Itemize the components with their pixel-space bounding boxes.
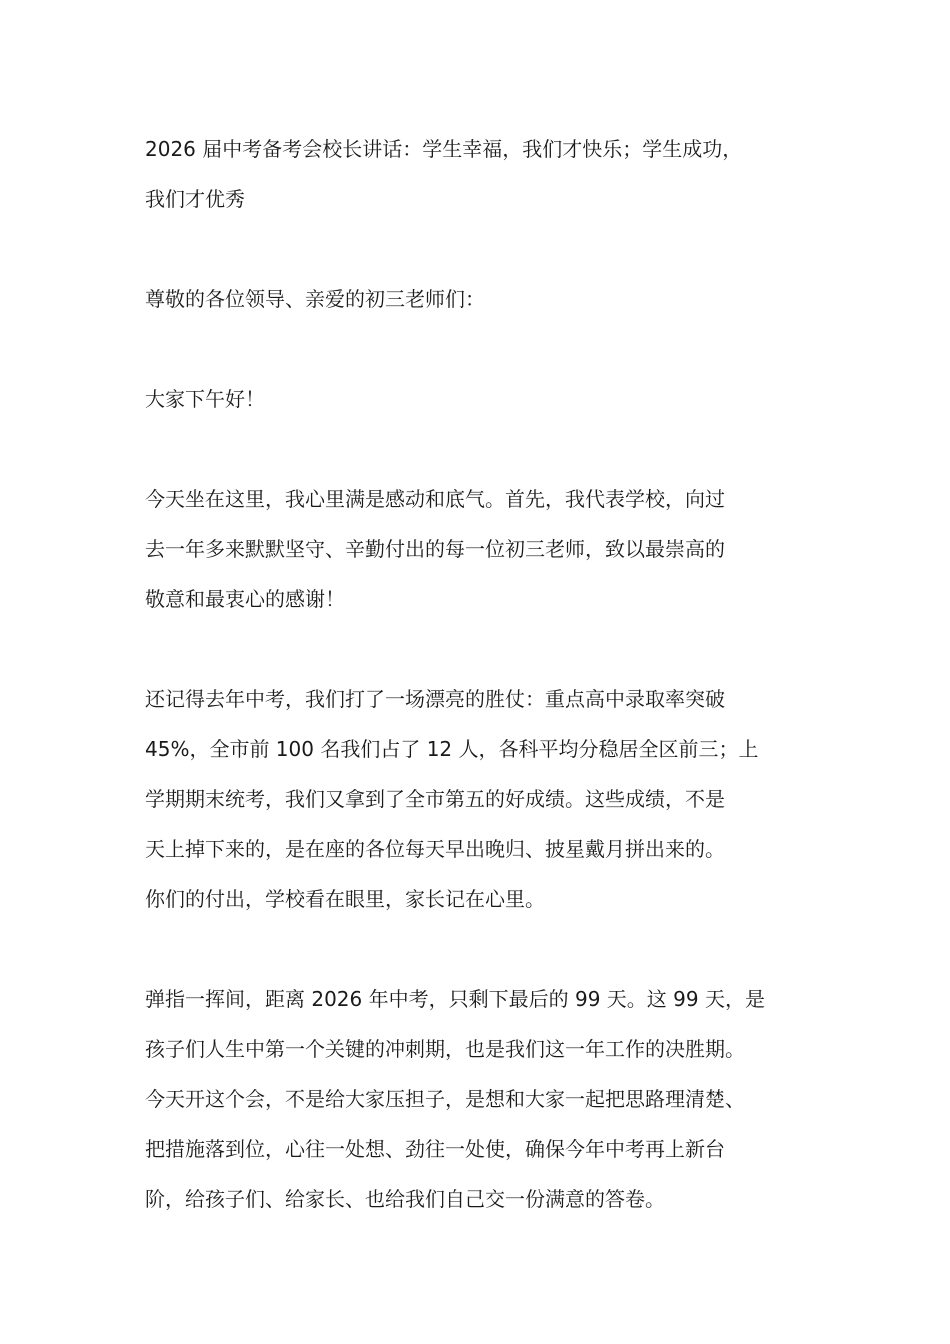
paragraph-thanks xyxy=(145,474,835,624)
paragraph-line: 今天坐在这里，我心里满是感动和底气。首先，我代表学校，向过 xyxy=(145,487,725,511)
title-line: 我们才优秀 xyxy=(145,187,245,211)
paragraph-line: 还记得去年中考，我们打了一场漂亮的胜仗：重点高中录取率突破 xyxy=(145,687,725,711)
document-title xyxy=(145,124,835,224)
paragraph-results xyxy=(145,674,835,924)
paragraph-line: 45%，全市前 100 名我们占了 12 人，各科平均分稳居全区前三；上 xyxy=(145,737,759,761)
paragraph-line: 天上掉下来的，是在座的各位每天早出晚归、披星戴月拼出来的。 xyxy=(145,837,725,861)
salutation: 尊敬的各位领导、亲爱的初三老师们： xyxy=(145,287,485,311)
paragraph-line: 孩子们人生中第一个关键的冲刺期，也是我们这一年工作的决胜期。 xyxy=(145,1037,745,1061)
paragraph-line: 学期期末统考，我们又拿到了全市第五的好成绩。这些成绩，不是 xyxy=(145,787,725,811)
paragraph-line: 阶，给孩子们、给家长、也给我们自己交一份满意的答卷。 xyxy=(145,1187,665,1211)
paragraph-line: 弹指一挥间，距离 2026 年中考，只剩下最后的 99 天。这 99 天，是 xyxy=(145,987,765,1011)
paragraph-countdown xyxy=(145,974,835,1224)
paragraph-line: 你们的付出，学校看在眼里，家长记在心里。 xyxy=(145,887,545,911)
document-body xyxy=(145,124,835,1274)
paragraph-line: 去一年多来默默坚守、辛勤付出的每一位初三老师，致以最崇高的 xyxy=(145,537,725,561)
paragraph-line: 敬意和最衷心的感谢！ xyxy=(145,587,345,611)
greeting-paragraph xyxy=(145,374,835,424)
paragraph-line: 今天开这个会，不是给大家压担子，是想和大家一起把思路理清楚、 xyxy=(145,1087,745,1111)
salutation-paragraph xyxy=(145,274,835,324)
title-line: 2026 届中考备考会校长讲话：学生幸福，我们才快乐；学生成功， xyxy=(145,137,743,161)
greeting: 大家下午好！ xyxy=(145,387,265,411)
paragraph-line: 把措施落到位，心往一处想、劲往一处使，确保今年中考再上新台 xyxy=(145,1137,725,1161)
